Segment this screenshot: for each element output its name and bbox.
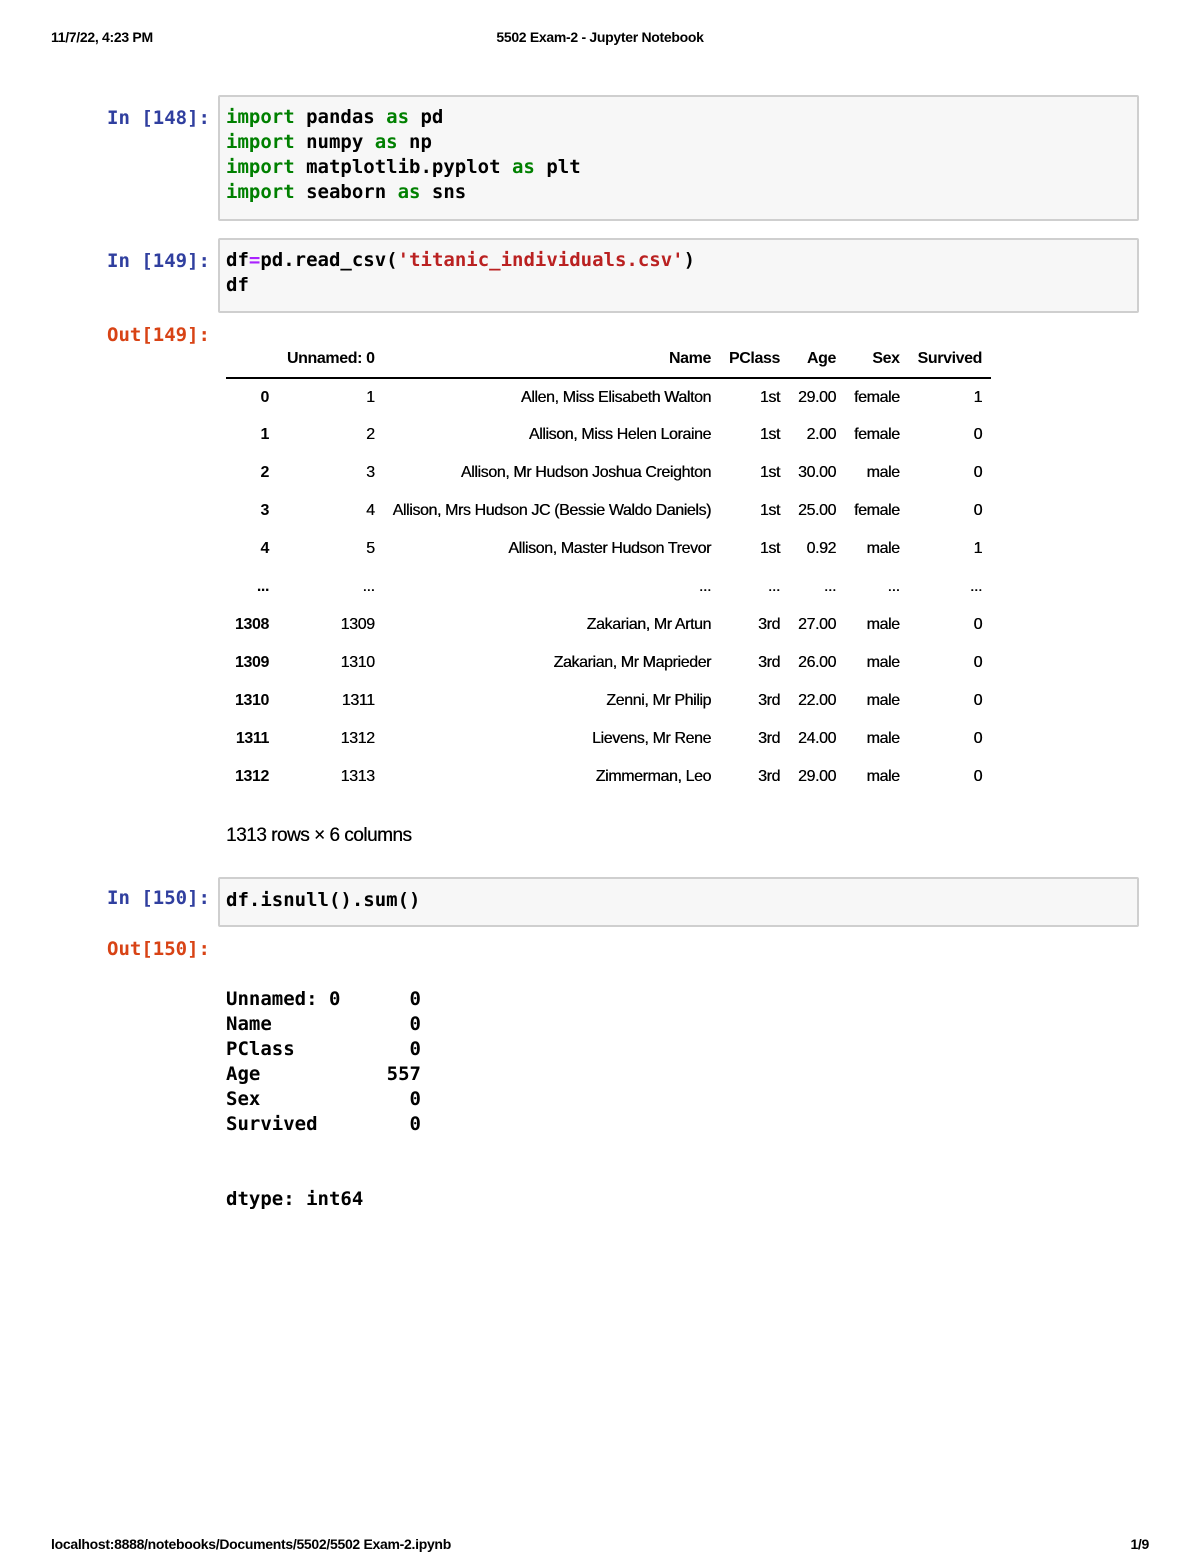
- table-row: [226, 758, 991, 796]
- code-line-read-csv: [226, 248, 1131, 273]
- output-prompt-150: Out[150]:: [107, 938, 210, 960]
- table-cell: female: [854, 502, 900, 519]
- table-cell: ...: [698, 578, 711, 595]
- table-row: [226, 454, 991, 492]
- row-index: 1309: [235, 654, 269, 671]
- table-cell: 1309: [340, 616, 375, 633]
- table-body: [226, 378, 991, 796]
- column-header: Unnamed: 0: [278, 340, 384, 378]
- index-header: [226, 340, 278, 378]
- table-cell: 0: [973, 768, 983, 785]
- code-keyword-import: import: [226, 131, 295, 153]
- table-cell: 0.92: [806, 540, 837, 557]
- isnull-value: 0: [409, 1088, 421, 1110]
- print-url: localhost:8888/notebooks/Documents/5502/5502 Exam-2.ipynb: [51, 1536, 451, 1552]
- table-cell: ...: [887, 578, 900, 595]
- table-cell: Zimmerman, Leo: [595, 768, 711, 785]
- table-cell: 1: [973, 540, 983, 557]
- isnull-row: [226, 1012, 421, 1037]
- table-cell: 25.00: [797, 502, 837, 519]
- isnull-row: [226, 987, 421, 1012]
- code-keyword-import: import: [226, 156, 295, 178]
- code-alias: sns: [420, 181, 467, 203]
- row-index: 0: [260, 388, 269, 406]
- table-cell: 3rd: [758, 692, 780, 709]
- isnull-row: [226, 1062, 421, 1087]
- table-row: [226, 378, 991, 416]
- code-close: ): [683, 249, 696, 271]
- table-cell: 1st: [759, 540, 780, 557]
- table-cell: 0: [973, 730, 983, 747]
- code-line-import: [226, 180, 1131, 205]
- isnull-label: Survived: [226, 1113, 318, 1135]
- row-index: 1311: [235, 730, 269, 747]
- isnull-row: [226, 1112, 421, 1137]
- table-cell: 1: [973, 388, 983, 406]
- code-operator: =: [248, 249, 261, 271]
- row-index: 1308: [235, 616, 269, 633]
- code-call: pd.read_csv(: [260, 249, 398, 271]
- isnull-value: 0: [409, 988, 421, 1010]
- table-cell: male: [866, 730, 900, 747]
- table-cell: male: [866, 692, 900, 709]
- column-header: PClass: [720, 340, 789, 378]
- isnull-row: [226, 1087, 421, 1112]
- table-row: [226, 720, 991, 758]
- table-cell: 1st: [759, 426, 780, 443]
- print-datetime: 11/7/22, 4:23 PM: [51, 29, 153, 45]
- table-cell: 4: [366, 502, 375, 519]
- table-cell: 1st: [759, 502, 780, 519]
- table-cell: 29.00: [797, 768, 837, 785]
- table-cell: 3: [366, 464, 375, 481]
- table-cell: 27.00: [797, 616, 837, 633]
- table-cell: ...: [767, 578, 780, 595]
- dataframe-table: [226, 340, 991, 796]
- table-cell: 3rd: [758, 768, 780, 785]
- table-cell: 29.00: [797, 388, 837, 406]
- table-cell: Zakarian, Mr Maprieder: [553, 654, 711, 671]
- code-module: seaborn: [294, 181, 398, 203]
- table-row: [226, 568, 991, 606]
- table-row: [226, 682, 991, 720]
- isnull-label: Sex: [226, 1088, 261, 1110]
- table-cell: 2: [366, 426, 375, 443]
- table-cell: Allison, Mr Hudson Joshua Creighton: [460, 464, 711, 481]
- table-cell: 3rd: [758, 616, 780, 633]
- code-line-df: df: [226, 274, 249, 296]
- table-cell: Allen, Miss Elisabeth Walton: [520, 388, 711, 406]
- table-cell: 1st: [759, 464, 780, 481]
- table-cell: male: [866, 464, 900, 481]
- table-row: [226, 644, 991, 682]
- table-cell: male: [866, 768, 900, 785]
- code-alias: np: [397, 131, 432, 153]
- table-cell: female: [854, 388, 900, 406]
- table-header-row: [226, 340, 991, 378]
- code-keyword-as: as: [397, 181, 421, 203]
- table-cell: 5: [366, 540, 375, 557]
- input-prompt-150: In [150]:: [107, 887, 210, 909]
- isnull-value: 0: [409, 1113, 421, 1135]
- code-var: df: [226, 249, 249, 271]
- table-cell: 0: [973, 654, 983, 671]
- table-cell: 0: [973, 502, 983, 519]
- code-cell-150[interactable]: [218, 877, 1139, 927]
- code-line-isnull: df.isnull().sum(): [226, 889, 421, 911]
- table-cell: 0: [973, 426, 983, 443]
- table-row: [226, 492, 991, 530]
- print-page-number: 1/9: [1130, 1536, 1149, 1552]
- isnull-label: Unnamed: 0: [226, 988, 341, 1010]
- table-cell: male: [866, 540, 900, 557]
- isnull-output: [226, 937, 421, 1237]
- table-cell: Zenni, Mr Philip: [606, 692, 711, 709]
- code-lines: [226, 105, 1131, 205]
- code-line-import: [226, 130, 1131, 155]
- table-row: [226, 416, 991, 454]
- row-index: 2: [260, 464, 269, 481]
- table-cell: Lievens, Mr Rene: [592, 730, 711, 747]
- table-cell: 0: [973, 464, 983, 481]
- table-cell: Allison, Master Hudson Trevor: [508, 540, 711, 557]
- column-header: Sex: [845, 340, 909, 378]
- table-cell: 26.00: [797, 654, 837, 671]
- code-cell-149[interactable]: [218, 238, 1139, 313]
- isnull-rows: [226, 987, 421, 1137]
- table-cell: female: [854, 426, 900, 443]
- print-title: 5502 Exam-2 - Jupyter Notebook: [496, 29, 704, 45]
- isnull-label: PClass: [226, 1038, 295, 1060]
- table-cell: 1: [366, 388, 375, 406]
- table-cell: 1313: [340, 768, 375, 785]
- code-alias: pd: [409, 106, 444, 128]
- code-line-import: [226, 105, 1131, 130]
- table-cell: male: [866, 654, 900, 671]
- code-line-import: [226, 155, 1131, 180]
- row-index: ...: [256, 578, 269, 595]
- code-string: 'titanic_individuals.csv': [397, 249, 684, 271]
- row-index: 3: [260, 502, 269, 519]
- column-header: Age: [789, 340, 845, 378]
- table-row: [226, 606, 991, 644]
- table-cell: Allison, Mrs Hudson JC (Bessie Waldo Daniels): [392, 502, 711, 519]
- isnull-label: Age: [226, 1063, 261, 1085]
- table-cell: 0: [973, 692, 983, 709]
- table-cell: ...: [823, 578, 837, 595]
- table-cell: 30.00: [797, 464, 837, 481]
- print-header: [0, 29, 1200, 49]
- isnull-row: [226, 1037, 421, 1062]
- input-prompt-148: In [148]:: [107, 107, 210, 129]
- code-cell-148[interactable]: [218, 95, 1139, 221]
- table-cell: ...: [969, 578, 983, 595]
- code-keyword-as: as: [386, 106, 410, 128]
- isnull-value: 0: [409, 1038, 421, 1060]
- code-module: pandas: [294, 106, 387, 128]
- code-module: matplotlib.pyplot: [294, 156, 512, 178]
- table-cell: 2.00: [806, 426, 837, 443]
- table-cell: 3rd: [758, 654, 780, 671]
- print-footer: [0, 1536, 1200, 1553]
- code-keyword-as: as: [511, 156, 535, 178]
- table-cell: ...: [362, 578, 375, 595]
- code-alias: plt: [534, 156, 581, 178]
- table-row: [226, 530, 991, 568]
- code-module: numpy: [294, 131, 375, 153]
- code-keyword-as: as: [374, 131, 398, 153]
- row-index: 4: [260, 540, 269, 557]
- isnull-value: 0: [409, 1013, 421, 1035]
- row-index: 1: [260, 426, 269, 443]
- column-header: Name: [384, 340, 720, 378]
- table-cell: 1st: [759, 388, 780, 406]
- output-prompt-149: Out[149]:: [107, 324, 210, 346]
- table-cell: Zakarian, Mr Artun: [586, 616, 711, 633]
- isnull-label: Name: [226, 1013, 272, 1035]
- column-header: Survived: [909, 340, 991, 378]
- table-cell: 22.00: [797, 692, 837, 709]
- table-cell: Allison, Miss Helen Loraine: [528, 426, 711, 443]
- table-cell: 3rd: [758, 730, 780, 747]
- code-keyword-import: import: [226, 106, 295, 128]
- dataframe-shape-note: 1313 rows × 6 columns: [226, 825, 412, 846]
- code-keyword-import: import: [226, 181, 295, 203]
- table-cell: 1312: [340, 730, 375, 747]
- dtype-line: dtype: int64: [226, 1188, 364, 1210]
- table-cell: male: [866, 616, 900, 633]
- row-index: 1310: [235, 692, 269, 709]
- isnull-value: 557: [386, 1063, 421, 1085]
- table-cell: 1311: [341, 692, 375, 709]
- table-cell: 0: [973, 616, 983, 633]
- table-cell: 24.00: [797, 730, 837, 747]
- table-cell: 1310: [340, 654, 375, 671]
- row-index: 1312: [235, 768, 269, 785]
- input-prompt-149: In [149]:: [107, 250, 210, 272]
